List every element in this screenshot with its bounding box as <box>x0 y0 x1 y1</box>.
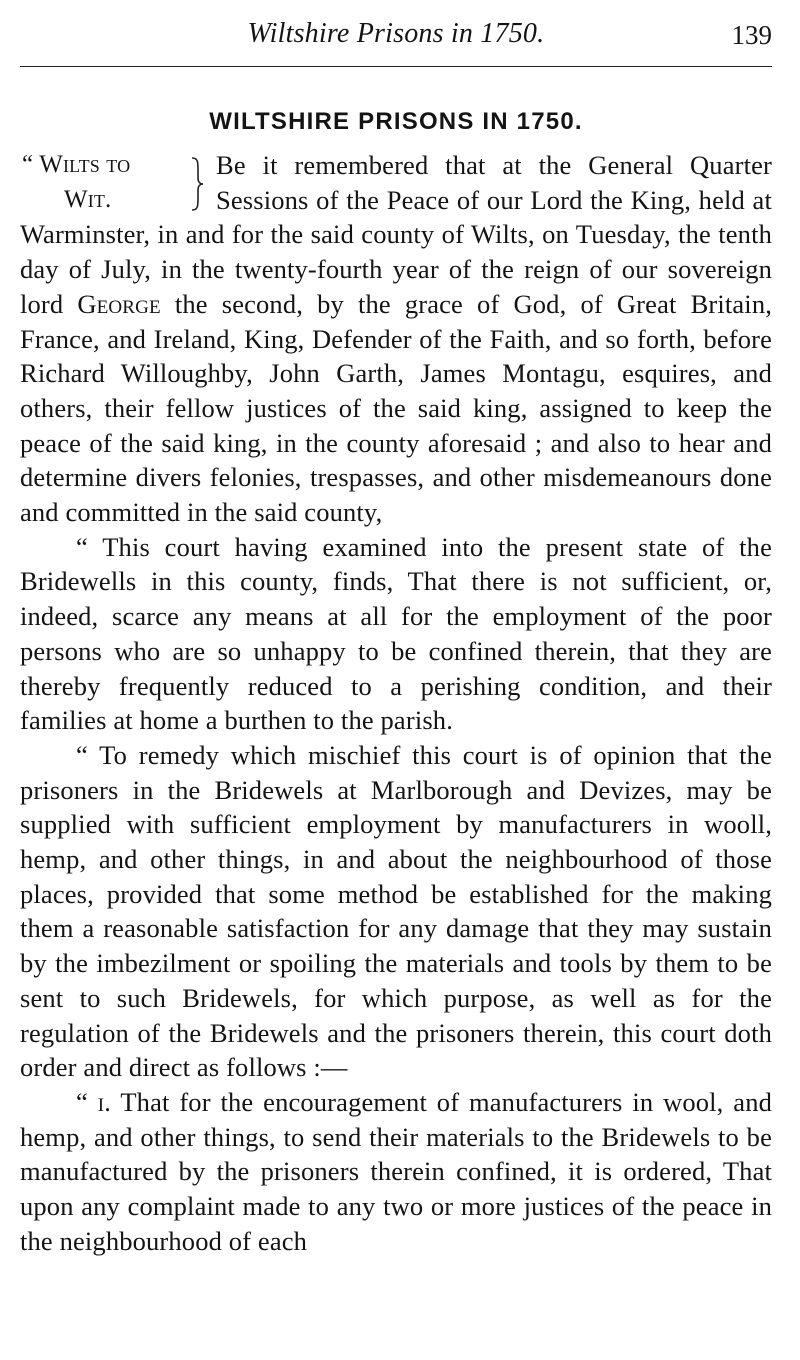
running-header <box>20 16 772 54</box>
paragraph-remedy: “ To remedy which mischief this court is of opinion that the prisoners in the Bridewels at Marlborough and Devizes, may be supplied with sufficient employment by manufacturers in wooll, hemp, and other things, in and about the neighbourhood of those places, provided that some method be established for the making them a reasonable satisfaction for any damage that they may sustain by the imbezilment or spoiling the materials and tools by them to be sent to such Bridewels, for which purpose, as well as for the regulation of the Bridewels and the prisoners therein, this court doth order and direct as follows :— <box>20 739 772 1083</box>
running-title: Wiltshire Prisons in 1750. <box>247 18 545 49</box>
order-1-text: That for the encouragement of manufacturers in wool, and hemp, and other things, to send their materials to the Bridewels to be manufactured by the prisoners therein confined, it is ordered, That upon any complaint made to any two or more justices of the peace in the neighbourhood of each <box>20 1086 772 1256</box>
paragraph-court-findings: “ This court having examined into the present state of the Bridewells in this county, finds, That there is not sufficient, or, indeed, scarce any means at all for the employment of the poor persons who are so unhappy to be confined therein, that they are thereby frequently reduced to a perishing condition, and their families at home a burthen to the parish. <box>20 531 772 736</box>
margin-note-line2: Wit. <box>64 185 112 213</box>
paragraph-order-1 <box>20 1085 772 1259</box>
header-rule <box>20 66 772 67</box>
article-body <box>20 148 772 1259</box>
order-number: “ i. <box>76 1086 111 1117</box>
preamble-text-part1: Be it remembered that at the General Quarter Sessions of the Peace of our Lord the King, held at Warminster, in and for the said county of Wilts, on Tuesday, the tenth day of July, in the twenty-fourth year of the reign of our sovereign lord <box>20 150 772 319</box>
right-brace-icon <box>190 156 204 212</box>
article-title: WILTSHIRE PRISONS IN 1750. <box>209 108 583 135</box>
margin-note <box>20 148 216 217</box>
page-number: 139 <box>731 20 772 50</box>
king-name: George <box>77 288 161 319</box>
margin-note-line1: “ Wilts to <box>22 151 131 178</box>
preamble-text-part2: the second, by the grace of God, of Great Britain, France, and Ireland, King, Defender of the Faith, and so forth, before Richard Willoughby, John Garth, James Montagu, esquires, and others, their fellow justices of the said king, assigned to keep the peace of the said king, in the county aforesaid ; and also to hear and determine divers felonies, trespasses, and other misdemeanours done and committed in the said county, <box>20 288 772 528</box>
paragraph-preamble <box>20 148 772 530</box>
